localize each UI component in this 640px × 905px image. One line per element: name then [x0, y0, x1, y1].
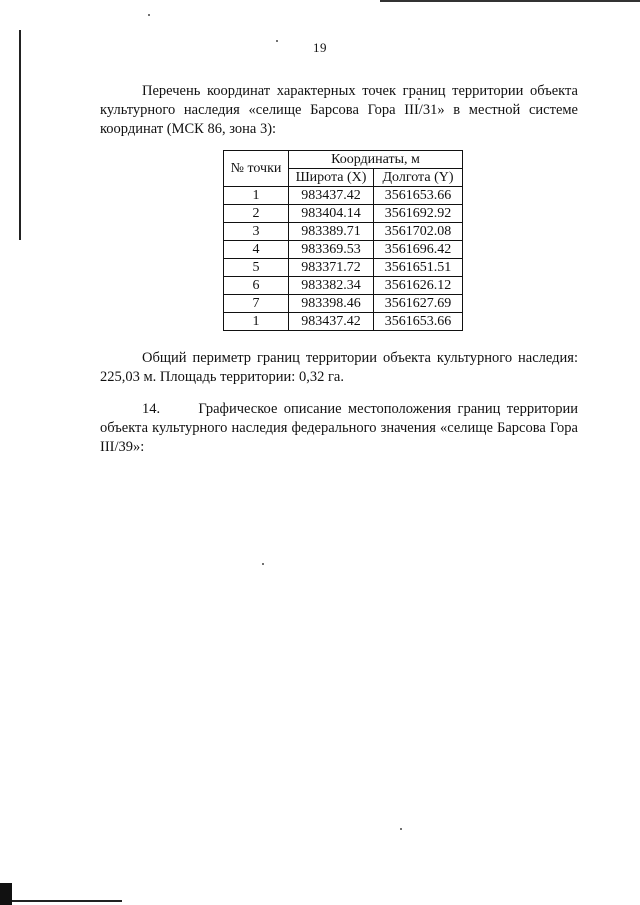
- cell-y: 3561626.12: [374, 277, 463, 295]
- table-row: [224, 223, 463, 241]
- header-latitude-x: Широта (X): [289, 169, 374, 187]
- cell-x: 983382.34: [289, 277, 374, 295]
- scan-corner-mark: [0, 883, 12, 905]
- header-longitude-y: Долгота (Y): [374, 169, 463, 187]
- cell-x: 983389.71: [289, 223, 374, 241]
- cell-x: 983369.53: [289, 241, 374, 259]
- cell-x: 983371.72: [289, 259, 374, 277]
- cell-y: 3561651.51: [374, 259, 463, 277]
- table-row: [224, 205, 463, 223]
- coordinates-intro-paragraph: Перечень координат характерных точек границ территории объекта культурного наследия «селище Барсова Гора III/31» в местной системе координат (МСК 86, зона 3):: [100, 83, 578, 137]
- cell-y: 3561653.66: [374, 187, 463, 205]
- scan-edge-line: [19, 30, 21, 240]
- scan-speck: [148, 14, 150, 16]
- table-row: [224, 187, 463, 205]
- cell-point-number: 2: [224, 205, 289, 223]
- cell-y: 3561692.92: [374, 205, 463, 223]
- perimeter-area-paragraph: Общий периметр границ территории объекта культурного наследия: 225,03 м. Площадь территории: 0,32 га.: [100, 350, 578, 385]
- cell-y: 3561627.69: [374, 295, 463, 313]
- scan-bottom-edge: [12, 900, 122, 902]
- table-header-row: [224, 151, 463, 169]
- coordinates-table: [223, 150, 463, 331]
- scan-speck: [400, 828, 402, 830]
- section-14-paragraph: 14. Графическое описание местоположения границ территории объекта культурного наследия федерального значения «селище Барсова Гора III/39»:: [100, 401, 582, 455]
- cell-point-number: 6: [224, 277, 289, 295]
- header-point-number: № точки: [224, 151, 289, 187]
- cell-x: 983437.42: [289, 187, 374, 205]
- cell-point-number: 4: [224, 241, 289, 259]
- table-row: [224, 241, 463, 259]
- cell-x: 983404.14: [289, 205, 374, 223]
- cell-y: 3561653.66: [374, 313, 463, 331]
- cell-x: 983437.42: [289, 313, 374, 331]
- cell-point-number: 1: [224, 313, 289, 331]
- cell-point-number: 5: [224, 259, 289, 277]
- table-row: [224, 277, 463, 295]
- header-coordinates: Координаты, м: [289, 151, 463, 169]
- cell-x: 983398.46: [289, 295, 374, 313]
- cell-y: 3561702.08: [374, 223, 463, 241]
- page-number: 19: [313, 40, 327, 55]
- cell-point-number: 1: [224, 187, 289, 205]
- scan-speck: [262, 563, 264, 565]
- table-row: [224, 295, 463, 313]
- cell-y: 3561696.42: [374, 241, 463, 259]
- cell-point-number: 3: [224, 223, 289, 241]
- table-row: [224, 259, 463, 277]
- table-row: [224, 313, 463, 331]
- cell-point-number: 7: [224, 295, 289, 313]
- scan-top-edge: [380, 0, 640, 2]
